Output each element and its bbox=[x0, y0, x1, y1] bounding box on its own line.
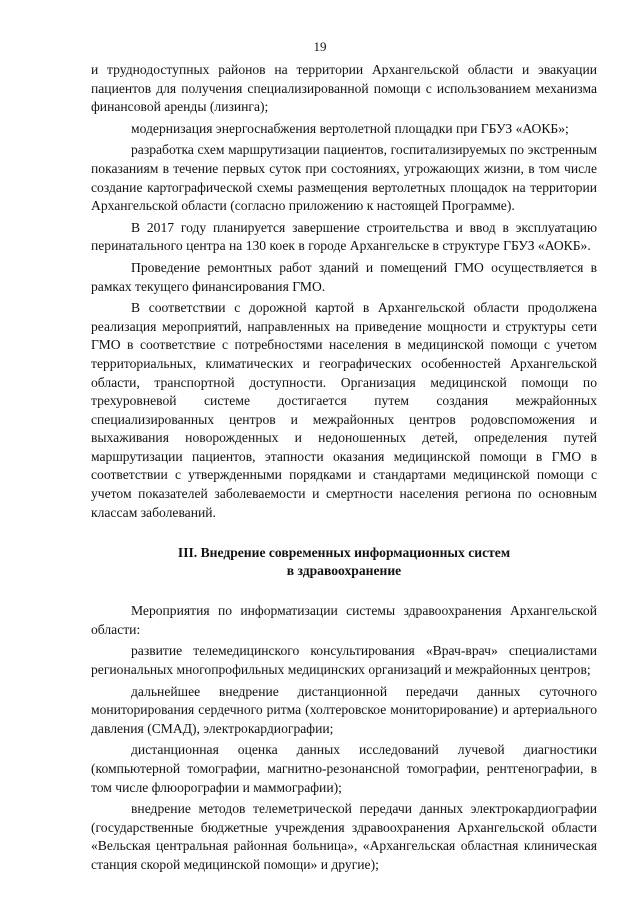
paragraph: внедрение методов телеметрической передачи данных электрокардиографии (государственные бюджетные учреждения здравоохранения Архангельской области «Вельская центральная районная больница», «Архангельская областная клиническая станция скорой медицинской помощи» и другие); bbox=[91, 801, 597, 872]
section-heading-line-1: III. Внедрение современных информационных систем bbox=[177, 545, 511, 561]
paragraph: модернизация энергоснабжения вертолетной площадки при ГБУЗ «АОКБ»; bbox=[131, 120, 569, 136]
paragraph: дистанционная оценка данных исследований лучевой диагностики (компьютерной томографии, магнитно-резонансной томографии, рентгенографии, в том числе флюорографии и маммографии); bbox=[91, 742, 597, 795]
paragraph: Проведение ремонтных работ зданий и помещений ГМО осуществляется в рамках текущего финансирования ГМО. bbox=[91, 259, 597, 294]
page-number: 19 bbox=[313, 39, 327, 54]
paragraph: Мероприятия по информатизации системы здравоохранения Архангельской области: bbox=[91, 603, 597, 637]
section-heading bbox=[91, 544, 597, 580]
document-body bbox=[91, 61, 597, 878]
paragraph: В соответствии с дорожной картой в Архангельской области продолжена реализация мероприятий, направленных на приведение мощности и структуры сети ГМО в соответствие с потребностями населения в медицинской помощи с учетом территориальных, климатических и географических особенностей Архангельской области, транспортной доступности. Организация медицинской помощи по трехуровневой системе достигается путем создания межрайонных специализированных центров и межрайонных центров родовспоможения и выхаживания новорожденных и недоношенных детей, определения путей маршрутизации пациентов, этапности оказания медицинской помощи в ГМО в соответствии с утвержденными порядками и стандартами медицинской помощи с учетом показателей заболеваемости и смертности населения региона по основным классам заболеваний. bbox=[91, 300, 597, 520]
paragraph: и труднодоступных районов на территории Архангельской области и эвакуации пациентов для получения специализированной помощи с использованием механизма финансовой аренды (лизинга); bbox=[91, 62, 597, 115]
section-heading-line-2: в здравоохранение bbox=[286, 563, 402, 579]
paragraph: В 2017 году планируется завершение строительства и ввод в эксплуатацию перинатального центра на 130 коек в городе Архангельске в структуре ГБУЗ «АОКБ». bbox=[91, 219, 597, 254]
paragraph: развитие телемедицинского консультирования «Врач-врач» специалистами региональных многопрофильных медицинских организаций и межрайонных центров; bbox=[91, 643, 597, 678]
paragraph: разработка схем маршрутизации пациентов, госпитализируемых по экстренным показаниям в течение первых суток при состояниях, угрожающих жизни, в том числе создание картографической схемы размещения вертолетных площадок на территории Архангельской области (согласно приложению к настоящей Программе). bbox=[91, 142, 597, 214]
paragraph: дальнейшее внедрение дистанционной передачи данных суточного мониторирования сердечного ритма (холтеровское мониторирование) и артериального давления (СМАД), электрокардиографии; bbox=[91, 683, 597, 736]
